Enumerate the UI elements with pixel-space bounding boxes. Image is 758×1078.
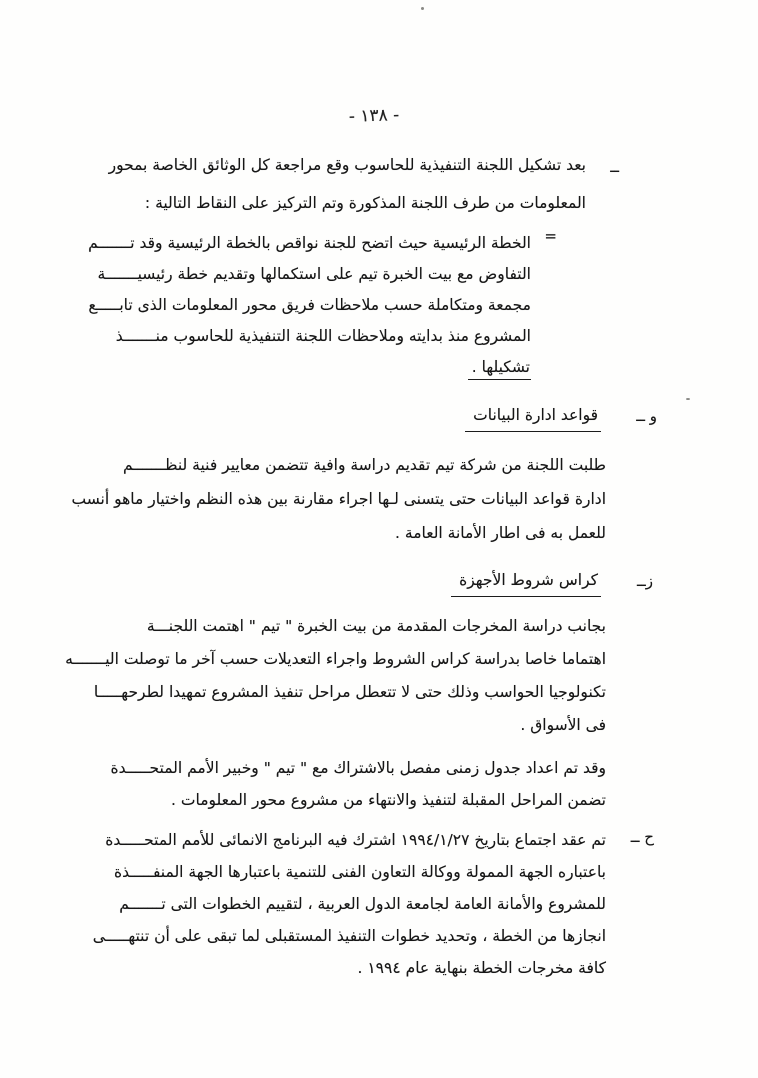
text-line: طلبت اللجنة من شركة تيم تقديم دراسة وافية تتضمن معايير فنية لنظـــــــم — [123, 456, 606, 474]
list-marker-equals: = — [544, 227, 557, 245]
list-marker-dash: ــ — [610, 158, 619, 176]
paragraph-databases — [71, 448, 606, 550]
page-number: - ١٣٨ - — [348, 105, 400, 127]
scan-speck — [686, 398, 690, 400]
text-line: تكنولوجيا الحواسب وذلك حتى لا تتعطل مراحل تنفيذ المشروع تمهيدا لطرحهـــــا — [93, 683, 606, 701]
section-marker-zain: زــ — [636, 572, 653, 590]
scan-speck — [421, 7, 424, 10]
text-line: وقد تم اعداد جدول زمنى مفصل بالاشتراك مع " تيم " وخبير الأمم المتحـــــدة — [110, 759, 606, 777]
section-title: كراس شروط الأجهزة — [451, 571, 601, 597]
section-title: قواعد ادارة البيانات — [465, 406, 601, 432]
text-line: كافة مخرجات الخطة بنهاية عام ١٩٩٤ . — [357, 959, 606, 977]
section-heading-databases — [465, 406, 601, 424]
text-line: اهتماما خاصا بدراسة كراس الشروط واجراء التعديلات حسب آخر ما توصلت اليـــــــه — [65, 650, 606, 668]
text-line: مجمعة ومتكاملة حسب ملاحظات فريق محور المعلومات الذى تابـــــع — [88, 296, 531, 314]
paragraph-committee-review — [86, 146, 586, 222]
text-line: تضمن المراحل المقبلة لتنفيذ والانتهاء من مشروع محور المعلومات . — [171, 791, 606, 809]
text-line: انجازها من الخطة ، وتحديد خطوات التنفيذ المستقبلى لما تبقى على أن تنتهـــــى — [92, 927, 606, 945]
text-line: باعتباره الجهة الممولة ووكالة التعاون الفنى للتنمية باعتبارها الجهة المنفـــــذة — [114, 863, 606, 881]
text-line-underlined — [86, 352, 531, 383]
text-line: ادارة قواعد البيانات حتى يتسنى لـها اجراء مقارنة بين هذه النظم واختيار ماهو أنسب — [71, 490, 606, 508]
paragraph-timetable — [86, 752, 606, 816]
underlined-word: تشكيلها . — [468, 358, 531, 380]
section-marker-waw: و ــ — [636, 407, 657, 425]
paragraph-meeting-1994 — [86, 824, 606, 984]
section-heading-equipment-specs — [451, 571, 601, 589]
text-line: تم عقد اجتماع بتاريخ ١٩٩٤/١/٢٧ اشترك فيه البرنامج الانمائى للأمم المتحـــــدة — [105, 831, 606, 849]
text-line: للمشروع والأمانة العامة لجامعة الدول العربية ، لتقييم الخطوات التى تـــــــم — [119, 895, 606, 913]
text-line: بعد تشكيل اللجنة التنفيذية للحاسوب وقع مراجعة كل الوثائق الخاصة بمحور — [108, 156, 586, 174]
text-line: الخطة الرئيسية حيث اتضح للجنة نواقص بالخطة الرئيسية وقد تـــــــم — [88, 234, 531, 252]
text-line: المشروع منذ بدايته وملاحظات اللجنة التنفيذية للحاسوب منـــــــذ — [115, 327, 531, 345]
text-line: بجانب دراسة المخرجات المقدمة من بيت الخبرة " تيم " اهتمت اللجنـــة — [146, 617, 606, 635]
section-marker-hah: ح ــ — [630, 828, 654, 846]
text-line: فى الأسواق . — [520, 716, 606, 734]
paragraph-equipment-specs — [65, 610, 606, 742]
text-line: للعمل به فى اطار الأمانة العامة . — [395, 524, 606, 542]
text-line: التفاوض مع بيت الخبرة تيم على استكمالها وتقديم خطة رئيسيـــــــة — [97, 265, 531, 283]
paragraph-master-plan — [86, 228, 531, 383]
text-line: المعلومات من طرف اللجنة المذكورة وتم التركيز على النقاط التالية : — [144, 194, 586, 212]
